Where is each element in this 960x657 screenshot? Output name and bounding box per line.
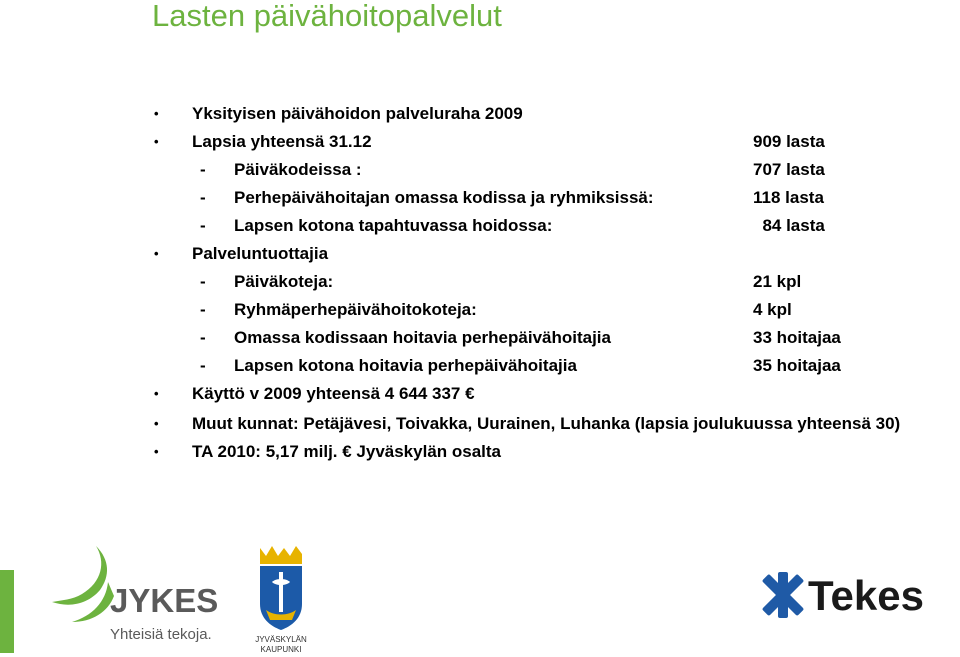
item-text: TA 2010: 5,17 milj. € Jyväskylän osalta bbox=[192, 442, 502, 461]
item-value: 84 lasta bbox=[753, 216, 825, 235]
bullet-icon: • bbox=[154, 386, 159, 401]
list-item bbox=[150, 380, 930, 408]
item-text: Käyttö v 2009 yhteensä 4 644 337 € bbox=[192, 384, 475, 403]
list-item bbox=[150, 100, 930, 128]
city-line-2: KAUPUNKI bbox=[260, 645, 302, 654]
dash: - bbox=[200, 160, 206, 179]
bullet-icon: • bbox=[154, 444, 159, 459]
list-item bbox=[150, 240, 930, 268]
crown-icon bbox=[260, 546, 302, 564]
list-item bbox=[150, 408, 930, 438]
item-value: 909 lasta bbox=[753, 132, 825, 151]
jykes-name: JYKES bbox=[110, 582, 219, 619]
sub-item bbox=[150, 268, 930, 296]
item-value: 35 hoitajaa bbox=[753, 356, 841, 375]
item-text: Palveluntuottajia bbox=[192, 244, 329, 263]
sub-item-text: Ryhmäperhepäivähoitokoteja: bbox=[234, 300, 477, 319]
sub-item bbox=[150, 184, 930, 212]
city-line-1: JYVÄSKYLÄN bbox=[255, 635, 307, 644]
sub-item-text: Lapsen kotona hoitavia perhepäivähoitajia bbox=[234, 356, 577, 375]
dash: - bbox=[200, 356, 206, 375]
sub-item bbox=[150, 156, 930, 184]
bullet-list bbox=[150, 100, 930, 466]
bullet-icon: • bbox=[154, 416, 159, 431]
item-text: Muut kunnat: Petäjävesi, Toivakka, Uurainen, Luhanka (lapsia joulukuussa yhteensä 30) bbox=[192, 414, 901, 433]
item-value: 33 hoitajaa bbox=[753, 328, 841, 347]
bullet-icon: • bbox=[154, 106, 159, 121]
tekes-logo bbox=[762, 560, 960, 640]
tekes-name: Tekes bbox=[808, 572, 924, 619]
sub-item-text: Perhepäivähoitajan omassa kodissa ja ryhmiksissä: bbox=[234, 188, 654, 207]
jykes-swoosh-icon bbox=[52, 546, 107, 605]
bullet-icon: • bbox=[154, 134, 159, 149]
dash: - bbox=[200, 188, 206, 207]
sub-item bbox=[150, 296, 930, 324]
sub-item bbox=[150, 212, 930, 240]
jykes-logo bbox=[48, 542, 228, 652]
sub-item-text: Omassa kodissaan hoitavia perhepäivähoitajia bbox=[234, 328, 611, 347]
dash: - bbox=[200, 328, 206, 347]
page-title: Lasten päivähoitopalvelut bbox=[152, 0, 502, 33]
dash: - bbox=[200, 216, 206, 235]
sub-item-text: Päiväkoteja: bbox=[234, 272, 334, 291]
tekes-star-icon bbox=[762, 572, 804, 618]
list-item bbox=[150, 438, 930, 466]
list-item bbox=[150, 128, 930, 156]
sub-item-text: Lapsen kotona tapahtuvassa hoidossa: bbox=[234, 216, 553, 235]
bullet-icon: • bbox=[154, 246, 159, 261]
jyvaskyla-crest bbox=[242, 542, 322, 657]
sub-item bbox=[150, 352, 930, 380]
dash: - bbox=[200, 300, 206, 319]
item-value: 118 lasta bbox=[753, 188, 824, 207]
jykes-tagline: Yhteisiä tekoja. bbox=[110, 626, 212, 643]
item-text: Yksityisen päivähoidon palveluraha 2009 bbox=[192, 104, 523, 123]
sub-item-text: Päiväkodeissa : bbox=[234, 160, 362, 179]
item-value: 707 lasta bbox=[753, 160, 825, 179]
sub-item bbox=[150, 324, 930, 352]
logo-strip bbox=[0, 520, 960, 653]
accent-bar bbox=[0, 570, 14, 653]
item-value: 21 kpl bbox=[753, 272, 802, 291]
dash: - bbox=[200, 272, 206, 291]
item-value: 4 kpl bbox=[753, 300, 792, 319]
item-text: Lapsia yhteensä 31.12 bbox=[192, 132, 372, 151]
